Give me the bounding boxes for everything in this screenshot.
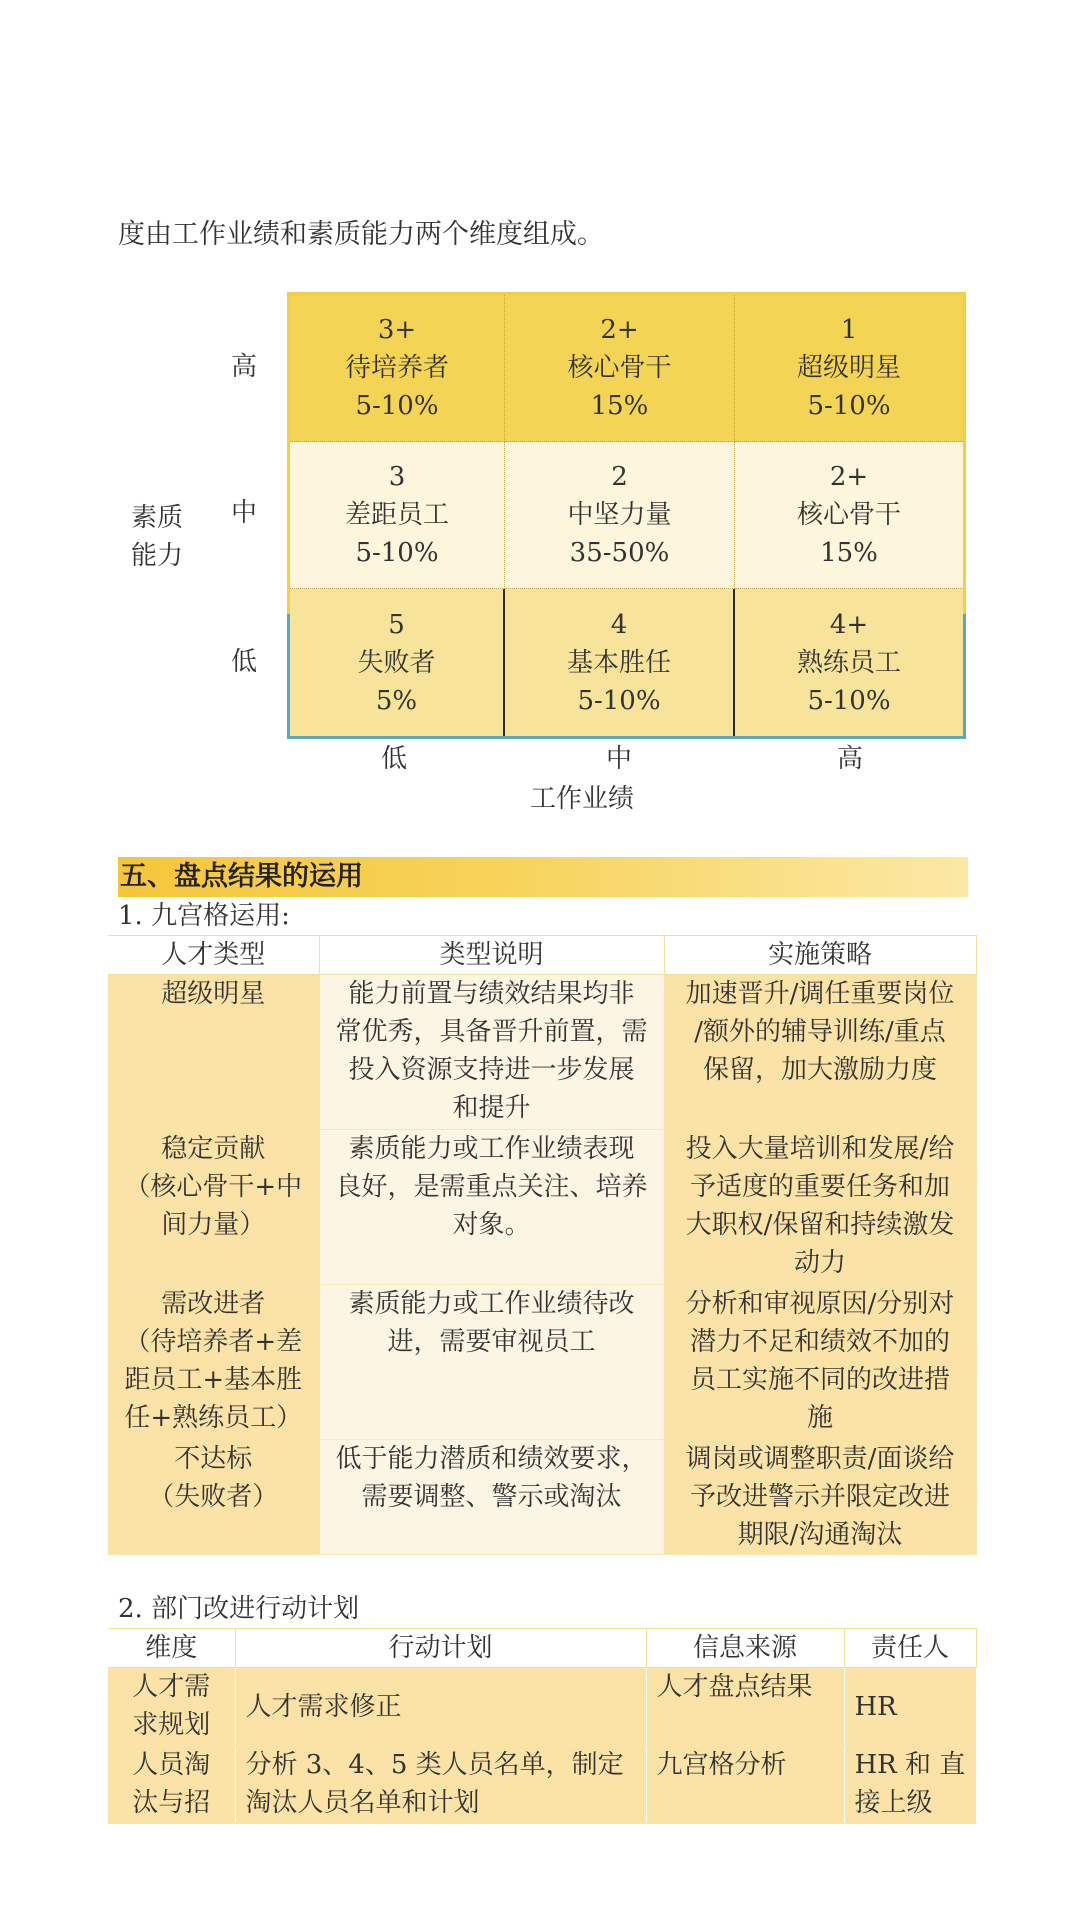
cell-pct: 35-50%	[569, 538, 670, 568]
x-axis-label: 工作业绩	[530, 784, 635, 814]
intro-text: 度由工作业绩和素质能力两个维度组成。	[118, 219, 604, 250]
table-header: 维度	[108, 1629, 235, 1668]
grid-cell-mid-high	[735, 442, 963, 589]
cell-code: 4	[610, 609, 628, 640]
cell-name: 待培养者	[344, 353, 449, 383]
type-description-cell: 素质能力或工作业绩表现 良好，是需重点关注、培养 对象。	[319, 1130, 664, 1285]
cell-pct: 5-10%	[355, 391, 439, 421]
y-axis-label-line2: 能力	[131, 541, 184, 571]
cell-name: 基本胜任	[566, 647, 671, 678]
cell-code: 3+	[377, 315, 417, 345]
cell-pct: 5-10%	[807, 391, 891, 421]
table1-subtitle: 1. 九宫格运用:	[118, 901, 290, 931]
cell-name: 超级明星	[796, 353, 901, 383]
strategy-cell: 调岗或调整职责/面谈给 予改进警示并限定改进 期限/沟通淘汰	[664, 1440, 976, 1555]
strategy-cell: 分析和审视原因/分别对 潜力不足和绩效不加的 员工实施不同的改进措 施	[664, 1285, 976, 1440]
table-row	[108, 1746, 976, 1824]
table-row	[108, 1285, 976, 1440]
type-description-cell: 素质能力或工作业绩待改 进，需要审视员工	[319, 1285, 664, 1440]
strategy-cell: 加速晋升/调任重要岗位 /额外的辅导训练/重点 保留，加大激励力度	[664, 975, 976, 1130]
grid-cell-low-low	[290, 589, 505, 736]
nine-box-grid	[287, 292, 966, 739]
y-level-high: 高	[231, 352, 258, 382]
cell-code: 2+	[600, 315, 639, 345]
dimension-cell: 人才需 求规划	[108, 1668, 235, 1746]
grid-cell-low-high	[735, 589, 963, 736]
nine-box-usage-table	[108, 935, 977, 1555]
table2-subtitle: 2. 部门改进行动计划	[118, 1594, 360, 1624]
table-header: 类型说明	[319, 936, 664, 975]
cell-code: 1	[840, 315, 858, 345]
cell-pct: 15%	[820, 538, 878, 568]
cell-name: 核心骨干	[567, 353, 672, 383]
table-row	[108, 1130, 976, 1285]
cell-pct: 5%	[375, 685, 418, 716]
table-header: 人才类型	[108, 936, 319, 975]
table-row	[108, 1668, 976, 1746]
section-title: 五、盘点结果的运用	[120, 861, 363, 892]
cell-code: 5	[388, 609, 405, 640]
cell-code: 3	[388, 462, 406, 492]
x-level-low: 低	[381, 744, 408, 774]
info-source-cell: 九宫格分析	[646, 1746, 844, 1824]
talent-type-cell: 稳定贡献 （核心骨干+中 间力量）	[108, 1130, 319, 1285]
talent-type-cell: 需改进者 （待培养者+差 距员工+基本胜 任+熟练员工）	[108, 1285, 319, 1440]
cell-pct: 5-10%	[807, 685, 891, 716]
table-header: 责任人	[844, 1629, 976, 1668]
table-header: 行动计划	[235, 1629, 646, 1668]
grid-cell-low-mid	[505, 589, 735, 736]
action-plan-cell: 人才需求修正	[235, 1668, 646, 1746]
cell-code: 2	[611, 462, 628, 492]
grid-border-accent	[963, 614, 966, 739]
grid-cell-mid-mid	[505, 442, 735, 589]
cell-pct: 15%	[590, 391, 649, 421]
dimension-cell: 人员淘 汰与招	[108, 1746, 235, 1824]
info-source-cell: 人才盘点结果	[646, 1668, 844, 1746]
y-level-mid: 中	[231, 498, 258, 528]
table-header: 信息来源	[646, 1629, 844, 1668]
x-level-mid: 中	[606, 744, 633, 774]
grid-cell-high-low	[290, 295, 505, 442]
cell-name: 核心骨干	[796, 500, 901, 530]
action-plan-cell: 分析 3、4、5 类人员名单，制定 淘汰人员名单和计划	[235, 1746, 646, 1824]
cell-name: 差距员工	[344, 500, 449, 530]
owner-cell: HR	[844, 1668, 976, 1746]
grid-cell-mid-low	[290, 442, 505, 589]
cell-code: 4+	[829, 609, 869, 640]
cell-name: 熟练员工	[796, 647, 901, 678]
owner-cell: HR 和 直 接上级	[844, 1746, 976, 1824]
type-description-cell: 低于能力潜质和绩效要求， 需要调整、警示或淘汰	[319, 1440, 664, 1555]
talent-type-cell: 超级明星	[108, 975, 319, 1130]
cell-pct: 5-10%	[577, 685, 661, 716]
table-row	[108, 1440, 976, 1555]
cell-pct: 5-10%	[355, 538, 439, 568]
y-level-low: 低	[231, 647, 258, 677]
type-description-cell: 能力前置与绩效结果均非 常优秀，具备晋升前置，需 投入资源支持进一步发展 和提升	[319, 975, 664, 1130]
y-axis-label-line1: 素质	[131, 503, 184, 533]
grid-cell-high-high	[735, 295, 963, 442]
grid-cell-high-mid	[505, 295, 735, 442]
strategy-cell: 投入大量培训和发展/给 予适度的重要任务和加 大职权/保留和持续激发 动力	[664, 1130, 976, 1285]
table-header: 实施策略	[664, 936, 976, 975]
action-plan-table	[108, 1628, 977, 1824]
cell-code: 2+	[829, 462, 869, 492]
grid-border-accent	[287, 614, 290, 739]
table-row	[108, 975, 976, 1130]
grid-border-accent	[287, 736, 966, 739]
cell-name: 失败者	[357, 647, 436, 678]
x-level-high: 高	[837, 744, 864, 774]
talent-type-cell: 不达标 （失败者）	[108, 1440, 319, 1555]
cell-name: 中坚力量	[567, 500, 672, 530]
